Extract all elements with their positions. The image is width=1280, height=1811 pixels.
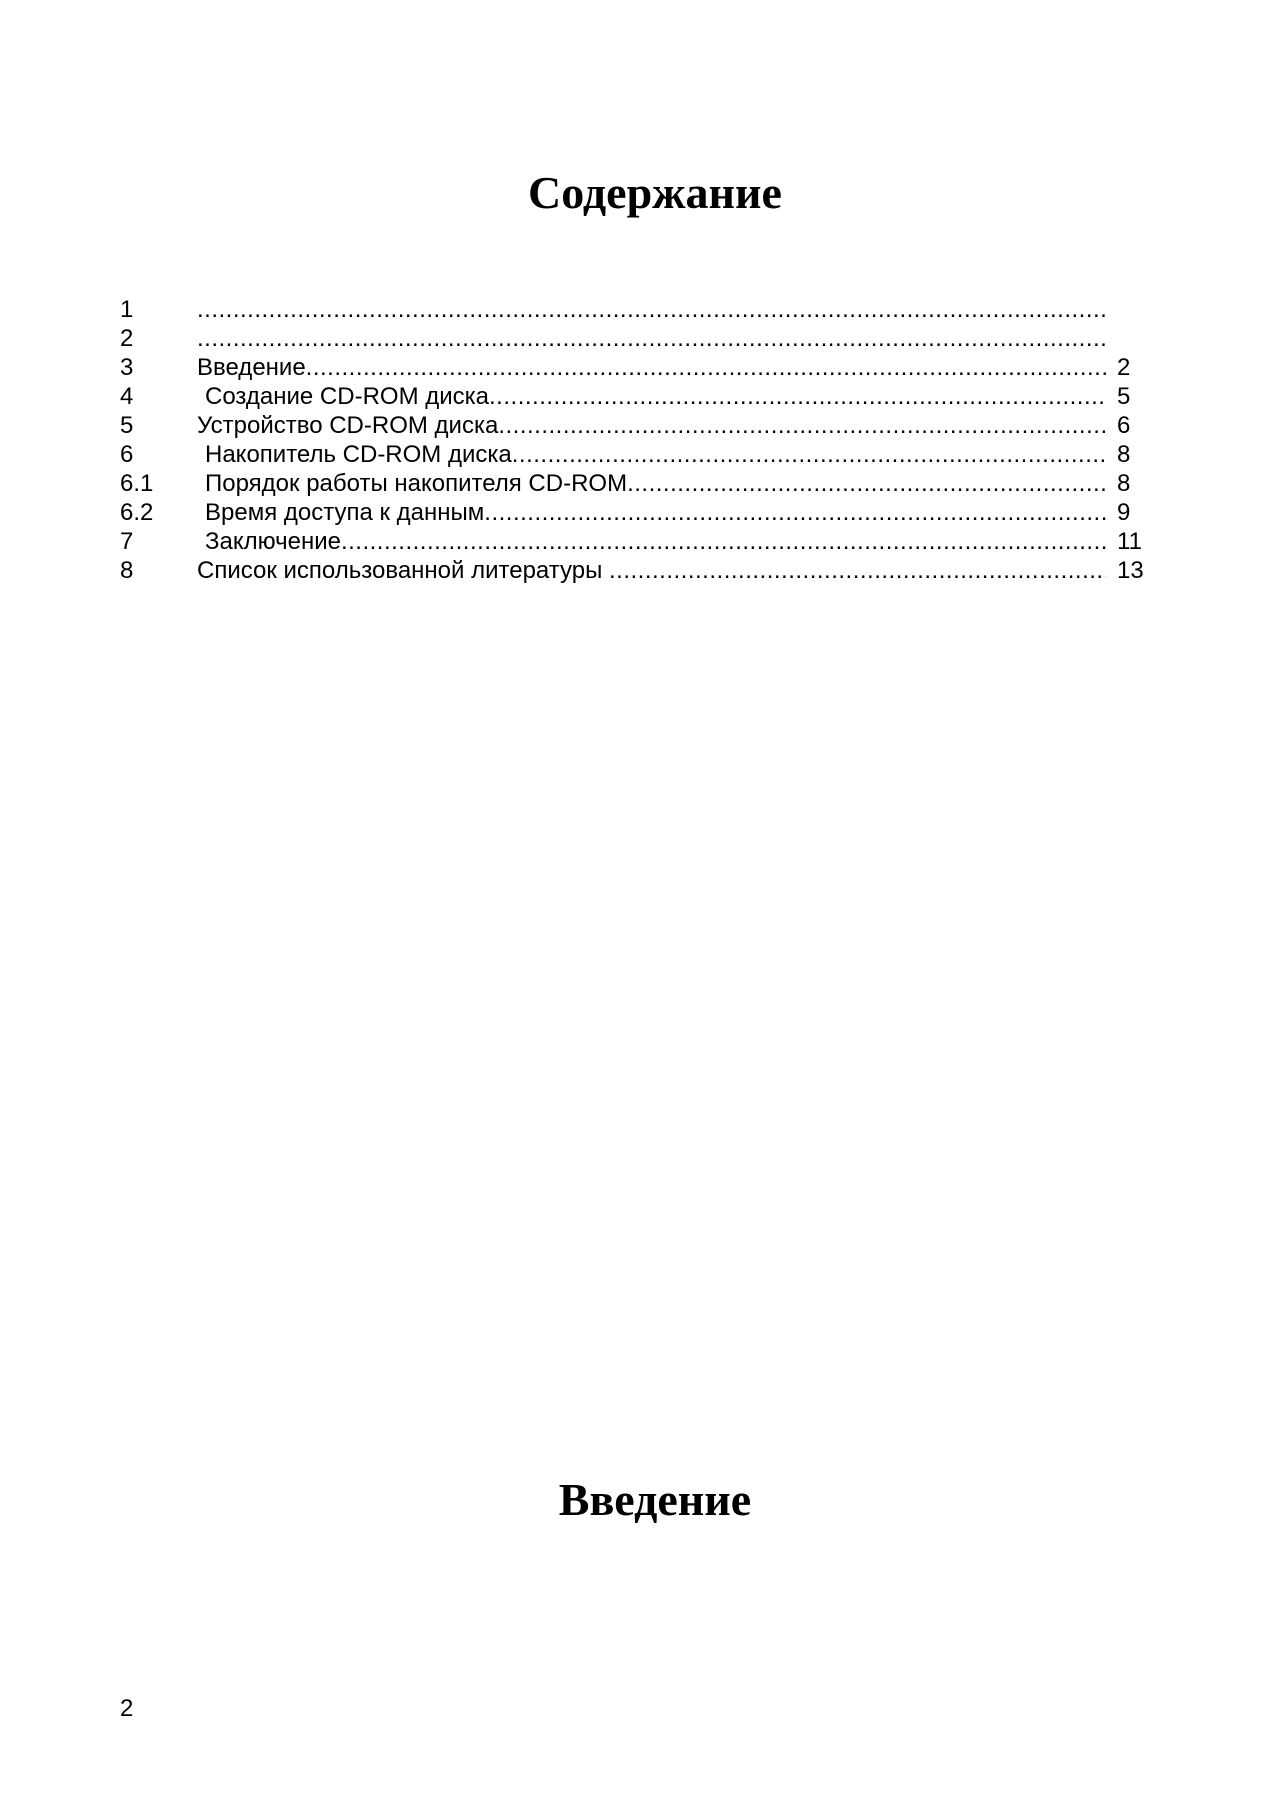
toc-dot-leader (484, 498, 1106, 527)
toc-entry[interactable] (120, 411, 1150, 440)
toc-entry-text: Введение (197, 354, 306, 381)
toc-entry[interactable] (120, 382, 1150, 411)
toc-entry-number: 3 (120, 354, 134, 381)
toc-dot-leader (489, 382, 1106, 411)
toc-dot-leader (341, 527, 1106, 556)
toc-entry-text: Устройство CD-ROM диска (197, 412, 499, 439)
toc-entry-number: 6 (120, 441, 134, 468)
toc-entry-page: 8 (1117, 441, 1131, 468)
toc-entry-number: 8 (120, 557, 134, 584)
toc-entry[interactable] (120, 324, 1150, 353)
toc-entry[interactable] (120, 527, 1150, 556)
toc-entry-text: Время доступа к данным (205, 499, 485, 526)
toc-entry[interactable] (120, 295, 1150, 324)
toc-entry-text: Заключение (205, 528, 341, 555)
page-number: 2 (120, 1695, 134, 1722)
toc-entry-page: 13 (1117, 557, 1144, 584)
toc-entry[interactable] (120, 440, 1150, 469)
toc-dot-leader (512, 440, 1106, 469)
toc-entry-number: 5 (120, 412, 134, 439)
toc-dot-leader (498, 411, 1106, 440)
toc-entry-page: 9 (1117, 499, 1131, 526)
section-heading-introduction: Введение (558, 1474, 752, 1525)
toc-entry-text: Создание CD-ROM диска (205, 383, 490, 410)
toc-entry[interactable] (120, 353, 1150, 382)
toc-dot-leader (627, 469, 1106, 498)
toc-entry-page: 8 (1117, 470, 1131, 497)
toc-entry[interactable] (120, 556, 1150, 585)
toc-entry-number: 4 (120, 383, 134, 410)
toc-entry-text: Накопитель CD-ROM диска (205, 441, 512, 468)
toc-dot-leader (609, 556, 1106, 585)
table-of-contents (120, 295, 1150, 585)
toc-entry[interactable] (120, 469, 1150, 498)
toc-dot-leader (306, 353, 1106, 382)
toc-entry-page: 5 (1117, 383, 1131, 410)
toc-entry-page: 11 (1117, 528, 1142, 555)
toc-entry-number: 6.1 (120, 470, 154, 497)
toc-dot-leader (197, 324, 1106, 353)
toc-title: Содержание (528, 167, 782, 218)
toc-entry-page: 2 (1117, 354, 1131, 381)
toc-entry-text: Список использованной литературы (197, 557, 609, 584)
toc-entry-text: Порядок работы накопителя CD-ROM (205, 470, 628, 497)
toc-entry-number: 6.2 (120, 499, 154, 526)
toc-entry[interactable] (120, 498, 1150, 527)
toc-entry-page: 6 (1117, 412, 1131, 439)
toc-entry-number: 1 (120, 296, 134, 323)
toc-entry-number: 2 (120, 325, 134, 352)
toc-entry-number: 7 (120, 528, 134, 555)
toc-dot-leader (197, 295, 1106, 324)
